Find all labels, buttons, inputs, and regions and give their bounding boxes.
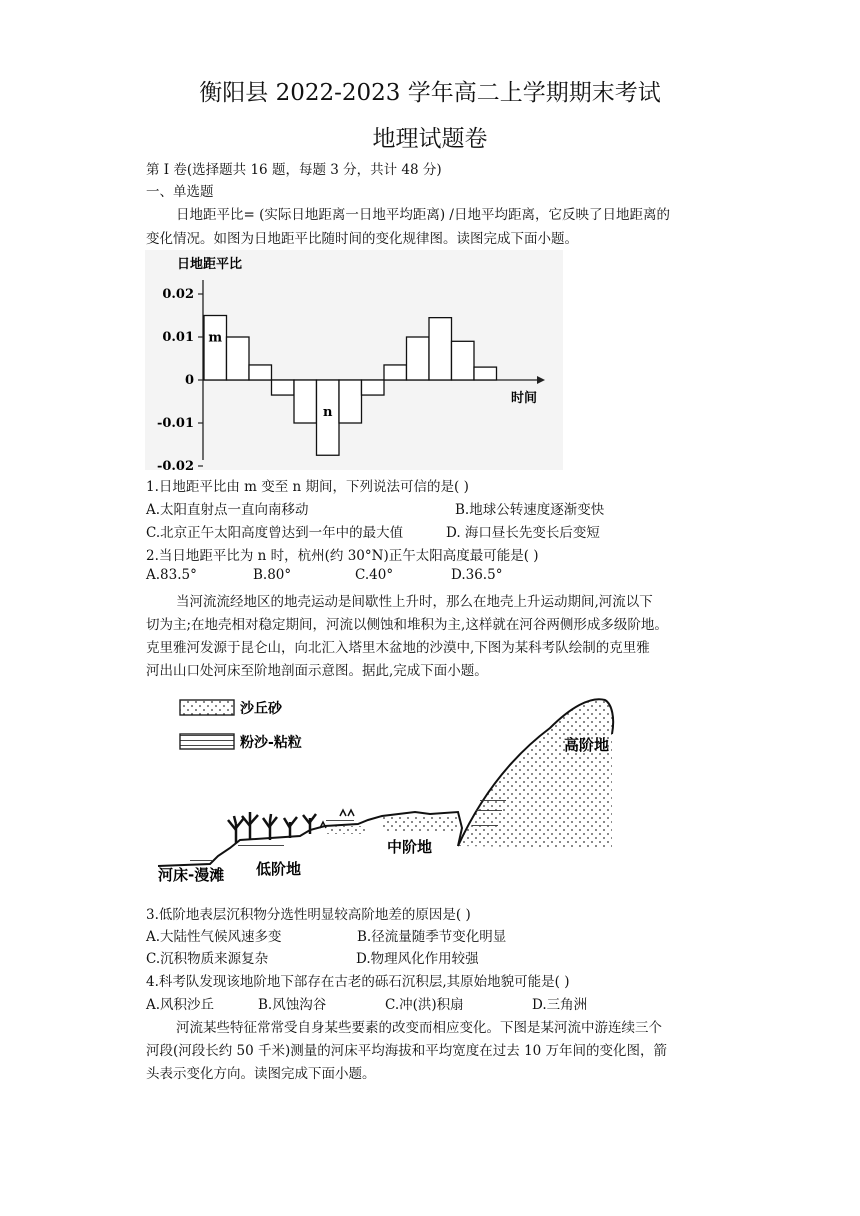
- y-tick-label: 0.02: [162, 287, 194, 302]
- bar: [272, 380, 295, 395]
- legend-sand-swatch: [180, 700, 234, 715]
- bar: [474, 367, 497, 380]
- bar: [227, 337, 250, 380]
- section-part: 一、单选题: [146, 184, 214, 200]
- bar: [204, 316, 227, 381]
- mid-terrace-fill: [382, 816, 458, 832]
- exam-subtitle: 地理试题卷: [372, 126, 488, 152]
- bar: [249, 365, 272, 380]
- exam-title: 衡阳县 2022-2023 学年高二上学期期末考试: [199, 80, 661, 106]
- q3-stem: 3.低阶地表层沉积物分选性明显较高阶地差的原因是( ): [146, 907, 471, 923]
- q1-option-b[interactable]: B.地球公转速度逐渐变快: [455, 502, 605, 518]
- tree-icon: [263, 814, 277, 840]
- passage1-line1: 日地距平比= (实际日地距离一日地平均距离) /日地平均距离，它反映了日地距离的: [176, 207, 670, 223]
- bar: [384, 365, 407, 380]
- mid-terrace-edge: [325, 826, 365, 834]
- tree-icon: [284, 817, 297, 838]
- bar-label-m: m: [208, 330, 223, 346]
- passage3-line2: 河段(河段长约 50 千米)测量的河床平均海拔和平均宽度在过去 10 万年间的变化图，箭: [146, 1043, 668, 1059]
- legend-silt-swatch: [180, 734, 234, 749]
- q1-option-a[interactable]: A.太阳直射点一直向南移动: [146, 502, 309, 518]
- low-terrace-label: 低阶地: [256, 860, 302, 878]
- bar: [294, 380, 317, 423]
- distance-ratio-chart: [145, 250, 563, 470]
- q4-option-a[interactable]: A.风积沙丘: [146, 997, 215, 1013]
- q3-option-b[interactable]: B.径流量随季节变化明显: [357, 929, 507, 945]
- river-terrace-profile: [150, 688, 725, 888]
- tree-icon: [303, 814, 316, 834]
- bar: [429, 318, 452, 380]
- high-terrace-label: 高阶地: [564, 736, 610, 754]
- q2-option-b[interactable]: B.80°: [253, 567, 292, 583]
- q3-option-d[interactable]: D.物理风化作用较强: [356, 951, 479, 967]
- bar: [452, 341, 475, 380]
- q4-option-b[interactable]: B.风蚀沟谷: [258, 997, 327, 1013]
- q3-option-c[interactable]: C.沉积物质来源复杂: [146, 951, 269, 967]
- bed-silt-layer: [190, 858, 212, 862]
- bar: [362, 380, 385, 395]
- mid-silt-layer: [326, 820, 354, 824]
- q2-option-c[interactable]: C.40°: [355, 567, 394, 583]
- low-silt-layer: [238, 843, 284, 848]
- high-silt-layer-3: [472, 824, 498, 829]
- q4-option-d[interactable]: D.三角洲: [532, 997, 588, 1013]
- bar: [407, 337, 430, 380]
- q1-option-d[interactable]: D. 海口昼长先变长后变短: [446, 525, 600, 541]
- legend-silt-label: 粉沙-粘粒: [240, 735, 302, 751]
- y-tick-label: -0.01: [156, 416, 194, 431]
- passage3-line1: 河流某些特征常常受自身某些要素的改变而相应变化。下图是某河流中游连续三个: [176, 1020, 662, 1036]
- q2-option-a[interactable]: A.83.5°: [146, 567, 197, 583]
- q4-option-c[interactable]: C.冲(洪)积扇: [385, 997, 464, 1013]
- passage2-line1: 当河流流经地区的地壳运动是间歇性上升时，那么在地壳上升运动期间,河流以下: [176, 594, 653, 610]
- section-info: 第 I 卷(选择题共 16 题，每题 3 分，共计 48 分): [146, 162, 442, 178]
- q1-stem: 1.日地距平比由 m 变至 n 期间，下列说法可信的是( ): [146, 479, 469, 495]
- high-silt-layer-2: [476, 810, 502, 815]
- high-silt-layer-1: [480, 796, 506, 801]
- passage3-line3: 头表示变化方向。读图完成下面小题。: [146, 1066, 376, 1082]
- passage2-line2: 切为主;在地壳相对稳定期间，河流以侧蚀和堆积为主,这样就在河谷两侧形成多级阶地。: [146, 617, 668, 633]
- bar-label-n: n: [323, 405, 333, 420]
- q3-option-a[interactable]: A.大陆性气候风速多变: [146, 929, 282, 945]
- chart-ylabel: 日地距平比: [177, 257, 243, 272]
- q4-stem: 4.科考队发现该地阶地下部存在古老的砾石沉积层,其原始地貌可能是( ): [146, 974, 570, 990]
- chart-xlabel: 时间: [511, 391, 538, 406]
- passage1-line2: 变化情况。如图为日地距平比随时间的变化规律图。读图完成下面小题。: [146, 231, 578, 247]
- y-tick-label: -0.02: [156, 459, 194, 470]
- bar: [339, 380, 362, 423]
- mid-terrace-label: 中阶地: [387, 838, 433, 856]
- passage2-line3: 克里雅河发源于昆仑山，向北汇入塔里木盆地的沙漠中,下图为某科考队绘制的克里雅: [146, 640, 650, 656]
- legend-sand-label: 沙丘砂: [240, 701, 282, 717]
- y-tick-label: 0: [184, 373, 194, 388]
- q2-option-d[interactable]: D.36.5°: [451, 567, 503, 583]
- y-tick-label: 0.01: [162, 330, 194, 345]
- q2-stem: 2.当日地距平比为 n 时，杭州(约 30°N)正午太阳高度最可能是( ): [146, 548, 539, 564]
- passage2-line4: 河出山口处河床至阶地剖面示意图。据此,完成下面小题。: [146, 663, 488, 679]
- q1-option-c[interactable]: C.北京正午太阳高度曾达到一年中的最大值: [146, 525, 404, 541]
- river-bed-label: 河床-漫滩: [158, 866, 225, 884]
- tree-icon: [242, 812, 258, 840]
